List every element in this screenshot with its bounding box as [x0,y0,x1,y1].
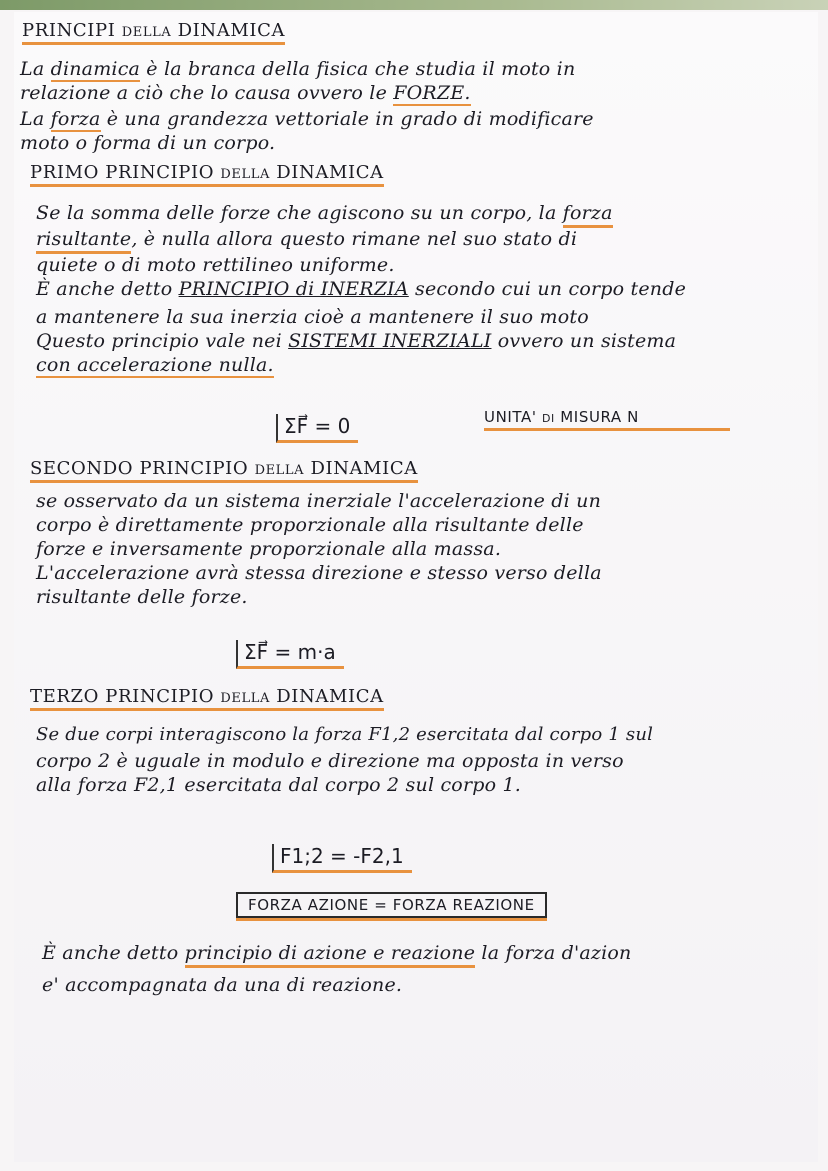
third-line-2: corpo 2 è uguale in modulo e direzione ma opposta in verso [36,750,624,772]
page-title [22,20,285,42]
third-line-4: È anche detto principio di azione e reazione la forza d'azion [42,942,631,964]
forza-term: forza [50,108,101,130]
first-line-7: con accelerazione nulla. [36,354,274,376]
title-text: PRINCIPI della DINAMICA [22,20,285,45]
first-line-4: È anche detto PRINCIPIO di INERZIA secondo cui un corpo tende [36,278,687,300]
top-edge [0,0,828,10]
forze-term: FORZE. [393,82,471,104]
action-reaction-box: FORZA AZIONE = FORZA REAZIONE [236,892,547,918]
unit-of-measure: UNITA' di MISURA N [484,408,730,431]
third-line-1: Se due corpi interagiscono la forza F1,2 esercitata dal corpo 1 sul [36,724,654,745]
first-line-2: risultante, è nulla allora questo rimane nel suo stato di [36,228,577,250]
dinamica-term: dinamica [50,58,141,80]
first-formula: ΣF⃗ = 0 [276,414,358,438]
second-formula: ΣF⃗ = m·a [236,640,344,664]
intro-line-4: moto o forma di un corpo. [20,132,276,154]
third-formula: F1;2 = -F2,1 [272,844,412,868]
second-line-5: risultante delle forze. [36,586,248,608]
first-line-5: a mantenere la sua inerzia cioè a mantenere il suo moto [36,306,589,328]
second-principle-heading: SECONDO PRINCIPIO della DINAMICA [30,458,418,480]
first-principle-heading: PRIMO PRINCIPIO della DINAMICA [30,162,384,184]
third-line-3: alla forza F2,1 esercitata dal corpo 2 sul corpo 1. [36,774,521,796]
intro-line-3: La forza è una grandezza vettoriale in grado di modificare [20,108,594,130]
third-principle-heading: TERZO PRINCIPIO della DINAMICA [30,686,384,708]
first-line-3: quiete o di moto rettilineo uniforme. [36,254,395,276]
third-line-5: e' accompagnata da una di reazione. [42,974,403,996]
first-line-1: Se la somma delle forze che agiscono su un corpo, la forza [36,202,613,224]
first-line-6: Questo principio vale nei SISTEMI INERZIALI ovvero un sistema [36,330,677,352]
second-line-4: L'accelerazione avrà stessa direzione e stesso verso della [36,562,602,584]
second-line-2: corpo è direttamente proporzionale alla risultante delle [36,514,584,536]
intro-line-2: relazione a ciò che lo causa ovvero le FORZE. [20,82,471,104]
second-line-1: se osservato da un sistema inerziale l'accelerazione di un [36,490,602,512]
intro-line-1: La dinamica è la branca della fisica che studia il moto in [20,58,576,80]
notebook-page [14,12,818,1162]
second-line-3: forze e inversamente proporzionale alla massa. [36,538,502,560]
